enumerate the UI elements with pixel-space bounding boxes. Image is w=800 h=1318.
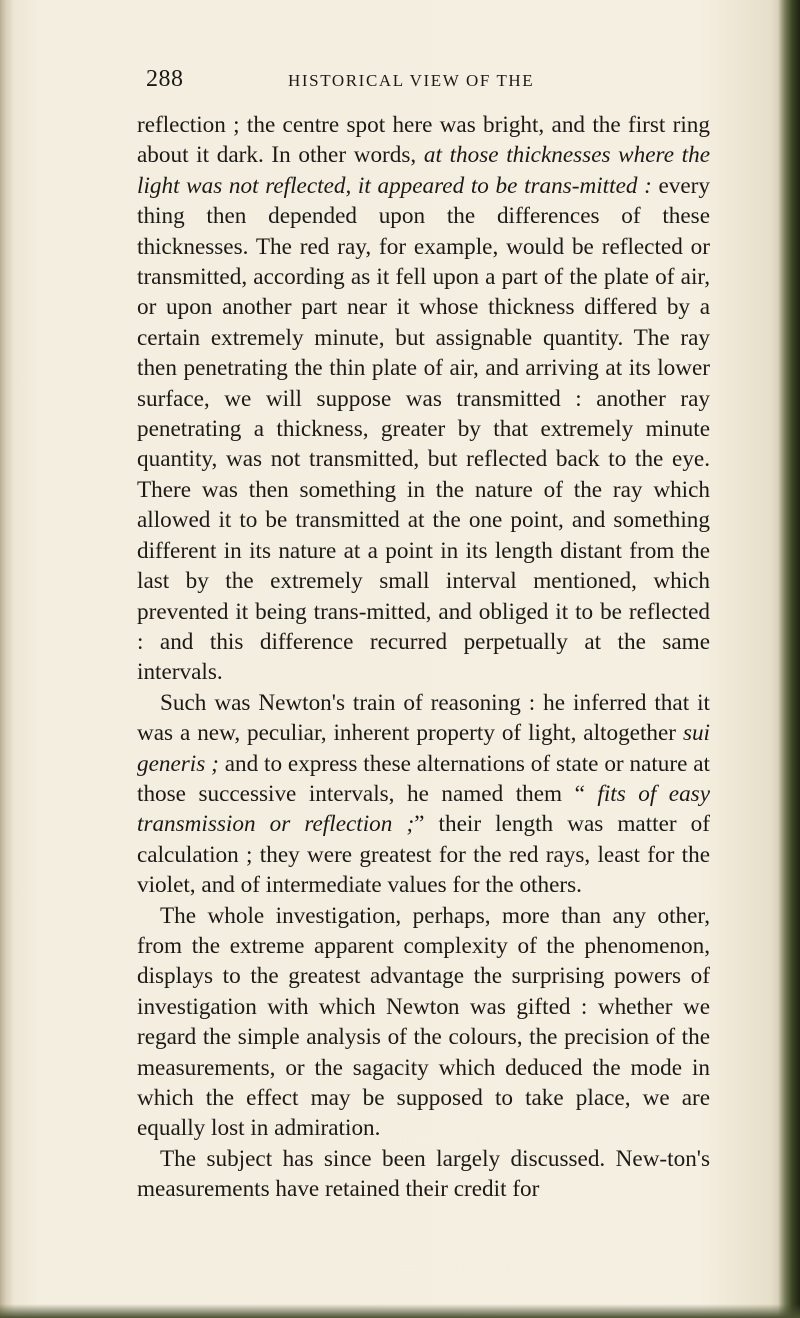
paragraph-1 [137, 110, 710, 688]
page-header [146, 66, 706, 96]
page-edge-right [778, 0, 800, 1318]
page-number: 288 [146, 66, 184, 92]
binding-edge-shadow [0, 0, 14, 1318]
page-edge-bottom [0, 1304, 800, 1318]
paragraph-2-text-c: ” their length was matter of calculation ; they were greatest for the red rays, least for the violet, and of intermediate values for the others. [137, 811, 711, 899]
paragraph-2-italic-a: sui generis ; [137, 720, 710, 777]
paragraph-4: The subject has since been largely discussed. New-ton's measurements have retained their credit for [137, 1145, 710, 1203]
paragraph-2-text-a: Such was Newton's train of reasoning : he inferred that it was a new, peculiar, inherent property of light, altogether [137, 689, 710, 747]
paragraph-3: The whole investigation, perhaps, more than any other, from the extreme apparent complexity of the phenomenon, displays to the greatest advantage the surprising powers of investigation with which Newton was gifted : whether we regard the simple analysis of the colours, the precision of the measurements, or the sagacity which deduced the mode in which the effect may be supposed to take place, we are equally lost in admiration. [137, 902, 710, 1142]
body-text [137, 110, 710, 1205]
running-head: HISTORICAL VIEW OF THE [288, 71, 535, 90]
paragraph-1-text-b: every thing then depended upon the differences of these thicknesses. The red ray, for example, would be reflected or transmitted, according as it fell upon a part of the plate of air, or upon another part near it whose thickness differed by a certain extremely minute, but assignable quantity. The ray then penetrating the thin plate of air, and arriving at its lower surface, we will suppose was transmitted : another ray penetrating a thickness, greater by that extremely minute quantity, was not transmitted, but reflected back to the eye. There was then something in the nature of the ray which allowed it to be transmitted at the one point, and something different in its nature at a point in its length distant from the last by the extremely small interval mentioned, which prevented it being trans-mitted, and obliged it to be reflected : and this difference recurred perpetually at the same intervals. [137, 172, 710, 686]
paragraph-2-italic-b: fits of easy transmission or reflection ; [137, 780, 710, 838]
paragraph-2-text-b: and to express these alternations of state or nature at those successive intervals, he named them “ [137, 750, 710, 807]
paragraph-1-text-a: reflection ; the centre spot here was bright, and the first ring about it dark. In other words, [137, 112, 710, 169]
paragraph-2 [137, 688, 710, 901]
paragraph-1-italic: at those thicknesses where the light was not reflected, it appeared to be trans-mitted : [137, 142, 710, 199]
